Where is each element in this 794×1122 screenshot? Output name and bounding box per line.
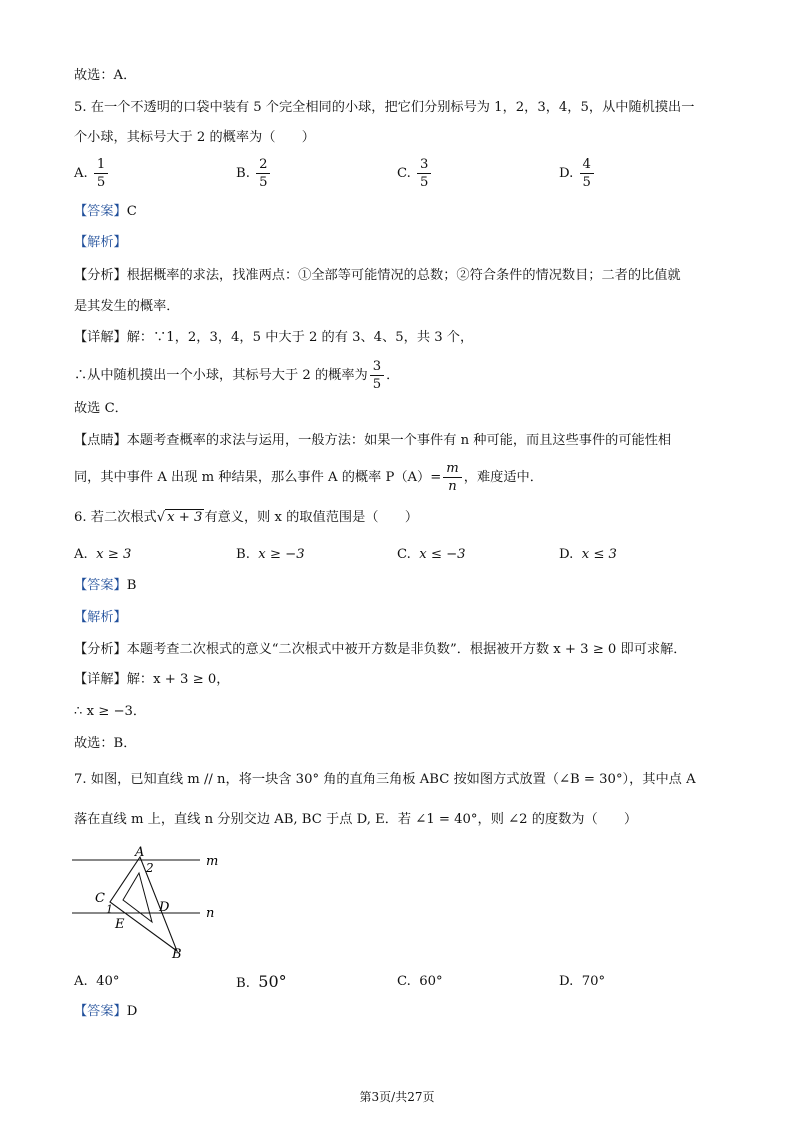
option-text: 70° [581, 974, 606, 989]
fenxi-text: 本题考查二次根式的意义“二次根式中被开方数是非负数”．根据被开方数 x + 3 ≥ 0 即可求解． [126, 642, 687, 657]
fraction-numerator: m [443, 460, 462, 478]
fraction-denominator: 5 [259, 175, 268, 190]
answer-tag: 【答案】 [74, 204, 127, 219]
option-text: 40° [96, 974, 120, 989]
q7-geometry-figure [60, 840, 240, 965]
page-footer: 第3页/共27页 [359, 1090, 435, 1104]
fraction-numerator: 1 [94, 156, 108, 174]
q6-analysis-tag [74, 608, 734, 628]
option-text: x ≤ 3 [581, 547, 617, 562]
q7-option-a [74, 972, 119, 992]
q6-xiangjie-line-1 [74, 670, 734, 690]
q6-option-b [236, 545, 305, 565]
q6-fenxi-line [74, 640, 734, 660]
q5-dianjing-line-2 [74, 458, 734, 498]
dianjing-text-end: ，难度适中． [463, 470, 543, 485]
option-fraction [256, 156, 270, 191]
q5-option-b [236, 156, 272, 191]
answer-value: D [126, 1004, 138, 1019]
option-text: x ≤ −3 [419, 547, 466, 562]
label-2: 2 [146, 861, 154, 875]
option-label: B. [236, 166, 250, 181]
xiangjie-text: ∴从中随机摸出一个小球，其标号大于 2 的概率为 [74, 368, 368, 383]
option-text: 60° [419, 974, 443, 989]
prev-answer-line: 故选：A． [74, 68, 137, 83]
q5-fenxi-line-1 [74, 266, 734, 286]
q5-option-d [559, 156, 596, 191]
option-text: x ≥ 3 [96, 547, 132, 562]
option-fraction [417, 156, 431, 191]
fraction-numerator: 3 [370, 358, 384, 376]
label-1: 1 [106, 903, 113, 916]
q5-option-c [397, 156, 433, 191]
radicand: x + 3 [167, 510, 203, 525]
label-d: D [159, 900, 170, 915]
q6-stem-post: 有意义，则 x 的取值范围是（ ） [204, 510, 419, 525]
q6-xiangjie-line-2: ∴ x ≥ −3． [74, 704, 147, 719]
fenxi-tag: 【分析】 [74, 642, 127, 657]
fenxi-text: 根据概率的求法，找准两点：①全部等可能情况的总数；②符合条件的情况数目；二者的比值就 [126, 268, 681, 283]
q6-answer-line [74, 576, 734, 596]
analysis-tag: 【解析】 [74, 235, 127, 250]
dianjing-tag: 【点睛】 [74, 433, 127, 448]
xiangjie-text-end: ． [386, 368, 400, 383]
q7-option-d [559, 972, 605, 992]
q5-stem-line-1: 5. 在一个不透明的口袋中装有 5 个完全相同的小球，把它们分别标号为 1，2，3，4，5，从中随机摸出一 [74, 100, 695, 115]
option-label: C. [397, 974, 411, 989]
option-label: A. [74, 547, 88, 562]
option-fraction [580, 156, 594, 191]
q5-xiangjie-line-2 [74, 356, 734, 396]
option-label: D. [559, 166, 574, 181]
dianjing-text: 同，其中事件 A 出现 m 种结果，那么事件 A 的概率 P（A）= [74, 470, 442, 485]
answer-tag: 【答案】 [74, 1004, 127, 1019]
fenxi-tag: 【分析】 [74, 268, 127, 283]
option-label: B. [236, 976, 250, 991]
q6-choose-line: 故选：B． [74, 736, 137, 751]
dianjing-text: 本题考查概率的求法与运用，一般方法：如果一个事件有 n 种可能，而且这些事件的可能性相 [126, 433, 672, 448]
option-text: 50° [258, 972, 287, 991]
radical-expression: √ x + 3 [156, 510, 203, 525]
option-fraction [94, 156, 108, 191]
q6-option-a [74, 545, 131, 565]
xiangjie-tag: 【详解】 [74, 672, 127, 687]
fraction-numerator: 2 [256, 156, 270, 174]
q7-stem-line-1: 7. 如图，已知直线 m // n，将一块含 30° 角的直角三角板 ABC 按如图方式放置（∠B = 30°），其中点 A [74, 772, 696, 787]
fraction-numerator: 3 [417, 156, 431, 174]
q5-xiangjie-line-1 [74, 328, 734, 348]
label-e: E [115, 917, 125, 932]
option-label: C. [397, 166, 411, 181]
label-n: n [206, 906, 215, 921]
q5-analysis-tag [74, 233, 734, 253]
q6-stem-pre: 6. 若二次根式 [74, 510, 157, 525]
label-m: m [206, 854, 219, 869]
option-text: x ≥ −3 [258, 547, 305, 562]
q6-option-c [397, 545, 466, 565]
fraction-denominator: n [448, 479, 457, 494]
option-label: C. [397, 547, 411, 562]
label-b: B [172, 947, 182, 962]
q6-stem-line [74, 508, 734, 528]
xiangjie-text: 解：∵1，2，3，4，5 中大于 2 的有 3、4、5，共 3 个， [126, 330, 474, 345]
label-c: C [95, 891, 105, 906]
option-label: A. [74, 974, 88, 989]
fraction-numerator: 4 [580, 156, 594, 174]
q5-option-a [74, 156, 110, 191]
q5-answer-line [74, 202, 734, 222]
fraction-denominator: 5 [420, 175, 429, 190]
label-a: A [135, 845, 145, 860]
analysis-tag: 【解析】 [74, 610, 127, 625]
inline-fraction [443, 460, 462, 495]
option-label: A. [74, 166, 88, 181]
option-label: D. [559, 547, 574, 562]
q5-choose-line: 故选 C． [74, 401, 128, 416]
option-label: D. [559, 974, 574, 989]
q7-option-c [397, 972, 443, 992]
q7-stem-line-2: 落在直线 m 上，直线 n 分别交边 AB, BC 于点 D, E．若 ∠1 = 40°，则 ∠2 的度数为（ ） [74, 812, 638, 827]
fraction-denominator: 5 [372, 377, 382, 392]
option-label: B. [236, 547, 250, 562]
inline-fraction [370, 358, 384, 393]
q7-answer-line [74, 1002, 734, 1022]
xiangjie-text: 解：x + 3 ≥ 0， [126, 672, 230, 687]
xiangjie-tag: 【详解】 [74, 330, 127, 345]
answer-value: C [126, 204, 137, 219]
q5-stem-line-2: 个小球，其标号大于 2 的概率为（ ） [74, 130, 315, 145]
q6-option-d [559, 545, 617, 565]
fraction-denominator: 5 [582, 175, 591, 190]
answer-tag: 【答案】 [74, 578, 127, 593]
answer-value: B [126, 578, 137, 593]
q7-option-b [236, 972, 287, 994]
fraction-denominator: 5 [96, 175, 106, 190]
q5-dianjing-line-1 [74, 431, 734, 451]
q5-fenxi-line-2: 是其发生的概率． [74, 299, 180, 314]
